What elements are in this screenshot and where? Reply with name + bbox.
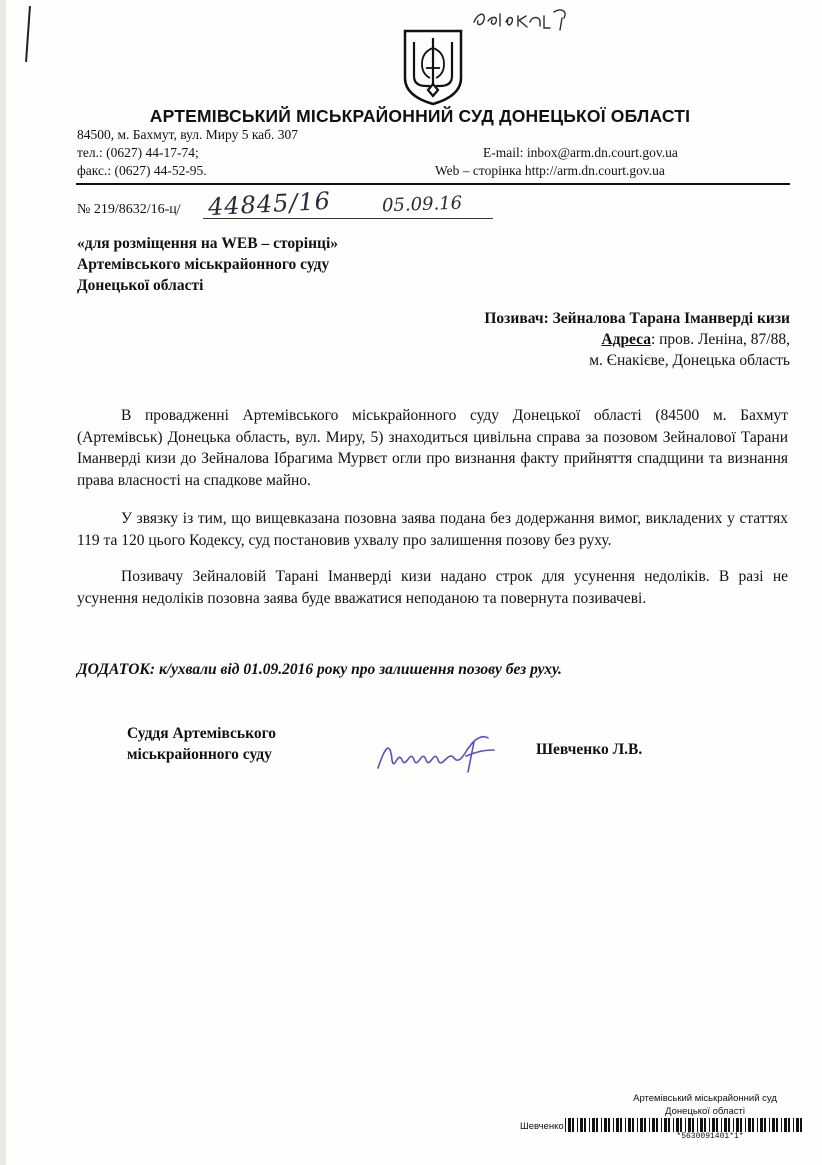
barcode-bar bbox=[736, 1118, 739, 1132]
barcode-bar bbox=[781, 1118, 782, 1132]
judge-name: Шевченко Л.В. bbox=[536, 741, 643, 758]
plaintiff-address-line bbox=[484, 329, 790, 350]
court-web: Web – сторінка http://arm.dn.court.gov.ua bbox=[435, 163, 665, 178]
barcode-bar bbox=[656, 1118, 658, 1132]
address-line1: : пров. Леніна, 87/88, bbox=[650, 331, 790, 348]
barcode-bar bbox=[572, 1118, 574, 1132]
barcode-bar bbox=[800, 1118, 802, 1132]
barcode-bar bbox=[776, 1118, 778, 1132]
barcode-bar bbox=[628, 1118, 631, 1132]
barcode-number: *5630091401*1* bbox=[676, 1132, 744, 1141]
barcode-bar bbox=[596, 1118, 598, 1132]
barcode-bar bbox=[661, 1118, 662, 1132]
barcode-bar bbox=[796, 1118, 799, 1132]
court-fax: факс.: (0627) 44-52-95. bbox=[77, 163, 207, 178]
barcode-bar bbox=[640, 1118, 643, 1132]
barcode-bar bbox=[568, 1118, 571, 1132]
barcode-bar bbox=[616, 1118, 619, 1132]
barcode-bar bbox=[620, 1118, 622, 1132]
barcode-bar bbox=[740, 1118, 742, 1132]
barcode-bar bbox=[673, 1118, 674, 1132]
barcode-bar bbox=[601, 1118, 602, 1132]
barcode-bar bbox=[793, 1118, 794, 1132]
barcode-bar bbox=[688, 1118, 691, 1132]
barcode-bar bbox=[788, 1118, 790, 1132]
barcode-bar bbox=[709, 1118, 710, 1132]
barcode-bar bbox=[608, 1118, 610, 1132]
web-note bbox=[77, 233, 338, 296]
barcode-bar bbox=[649, 1118, 650, 1132]
barcode-bar bbox=[772, 1118, 775, 1132]
handwritten-incoming-number: 44845/16 bbox=[207, 186, 332, 222]
barcode-bar bbox=[760, 1118, 763, 1132]
web-note-line1: «для розміщення на WEB – сторінці» bbox=[77, 235, 338, 252]
court-email: E-mail: inbox@arm.dn.court.gov.ua bbox=[483, 145, 678, 160]
barcode-bar bbox=[652, 1118, 655, 1132]
barcode-bar bbox=[704, 1118, 706, 1132]
plaintiff-block bbox=[484, 308, 790, 371]
barcode-bar bbox=[664, 1118, 667, 1132]
court-title: АРТЕМІВСЬКИЙ МІСЬКРАЙОННИЙ СУД ДОНЕЦЬКОЇ ОБЛАСТІ bbox=[149, 106, 691, 126]
coat-of-arms-icon bbox=[402, 28, 464, 106]
barcode-bar bbox=[577, 1118, 578, 1132]
barcode-bar bbox=[676, 1118, 679, 1132]
barcode-bar bbox=[733, 1118, 734, 1132]
court-phone: тел.: (0627) 44-17-74; bbox=[77, 145, 199, 160]
court-address: 84500, м. Бахмут, вул. Миру 5 каб. 307 bbox=[77, 127, 299, 142]
barcode-bar bbox=[769, 1118, 770, 1132]
stamp-judge-name: Шевченко bbox=[520, 1121, 564, 1132]
margin-pen-mark bbox=[25, 6, 31, 62]
barcode-bar bbox=[625, 1118, 626, 1132]
barcode-bar bbox=[712, 1118, 715, 1132]
plaintiff-line bbox=[484, 308, 790, 329]
barcode-bar bbox=[764, 1118, 766, 1132]
barcode-bar bbox=[604, 1118, 607, 1132]
registry-stamp bbox=[520, 1093, 810, 1141]
barcode-bar bbox=[584, 1118, 586, 1132]
barcode-bar bbox=[716, 1118, 718, 1132]
barcode-bar bbox=[580, 1118, 583, 1132]
barcode-bar bbox=[752, 1118, 754, 1132]
barcode-bar bbox=[592, 1118, 595, 1132]
barcode-bar bbox=[632, 1118, 634, 1132]
barcode-bar bbox=[644, 1118, 646, 1132]
barcode-bar bbox=[748, 1118, 751, 1132]
barcode-bar bbox=[784, 1118, 787, 1132]
web-note-line2: Артемівського міськрайонного суду bbox=[77, 256, 330, 273]
barcode-bar bbox=[685, 1118, 686, 1132]
address-label: Адреса bbox=[601, 331, 651, 348]
barcode-bar bbox=[680, 1118, 682, 1132]
body-paragraph-1: В провадженні Артемівського міськрайонного суду Донецької області (84500 м. Бахмут (Артемівськ) Донецька область, вул. Миру, 5) знаходиться цивільна справа за позовом Зейналової Тарани Іманверді кизи до Зейналова Ібрагима Мурвєт огли про визнання факту прийняття спадщини та визнання права власності на спадкове майно. bbox=[77, 407, 788, 489]
plaintiff-name: Зейналова Тарана Іманверді кизи bbox=[552, 310, 790, 327]
barcode-bar bbox=[692, 1118, 694, 1132]
handwritten-note-top bbox=[470, 4, 590, 34]
plaintiff-label: Позивач: bbox=[484, 310, 549, 327]
barcode-bar bbox=[728, 1118, 730, 1132]
judge-title bbox=[127, 723, 276, 765]
body-paragraph-3: Позивачу Зейналовій Тарані Іманверді кизи надано строк для усунення недоліків. В разі не усунення недоліків позовна заява буде вважатися неподаною та повернута позивачеві. bbox=[77, 568, 788, 607]
barcode-bar bbox=[668, 1118, 670, 1132]
barcode-bar bbox=[724, 1118, 727, 1132]
judge-title-line2: міськрайонного суду bbox=[127, 746, 272, 763]
body-paragraph-2: У звязку із тим, що вищевказана позовна заява подана без додержання вимог, викладених у статтях 119 та 120 цього Кодексу, суд постановив ухвалу про залишення позову без руху. bbox=[77, 510, 788, 549]
appendix-note: ДОДАТОК: к/ухвали від 01.09.2016 року про залишення позову без руху. bbox=[77, 661, 562, 678]
stamp-court-line1: Артемівський міськрайонний суд bbox=[633, 1093, 777, 1104]
handwritten-incoming-date: 05.09.16 bbox=[381, 192, 463, 217]
address-line2: м. Єнакієве, Донецька область bbox=[589, 352, 790, 369]
barcode-bar bbox=[589, 1118, 590, 1132]
barcode-bar bbox=[700, 1118, 703, 1132]
scan-edge bbox=[0, 0, 6, 1165]
barcode-bar bbox=[757, 1118, 758, 1132]
barcode-bar bbox=[697, 1118, 698, 1132]
barcode-bar bbox=[745, 1118, 746, 1132]
barcode-bar bbox=[565, 1118, 566, 1132]
barcode-bar bbox=[613, 1118, 614, 1132]
header-divider bbox=[76, 183, 790, 185]
barcode-icon bbox=[565, 1118, 805, 1132]
judge-signature bbox=[370, 720, 510, 780]
barcode-bar bbox=[721, 1118, 722, 1132]
judge-title-line1: Суддя Артемівського bbox=[127, 725, 277, 742]
barcode-bar bbox=[637, 1118, 638, 1132]
web-note-line3: Донецької області bbox=[77, 277, 204, 294]
registration-number: № 219/8632/16-ц/ bbox=[77, 202, 181, 217]
stamp-court-line2: Донецької області bbox=[665, 1106, 745, 1117]
